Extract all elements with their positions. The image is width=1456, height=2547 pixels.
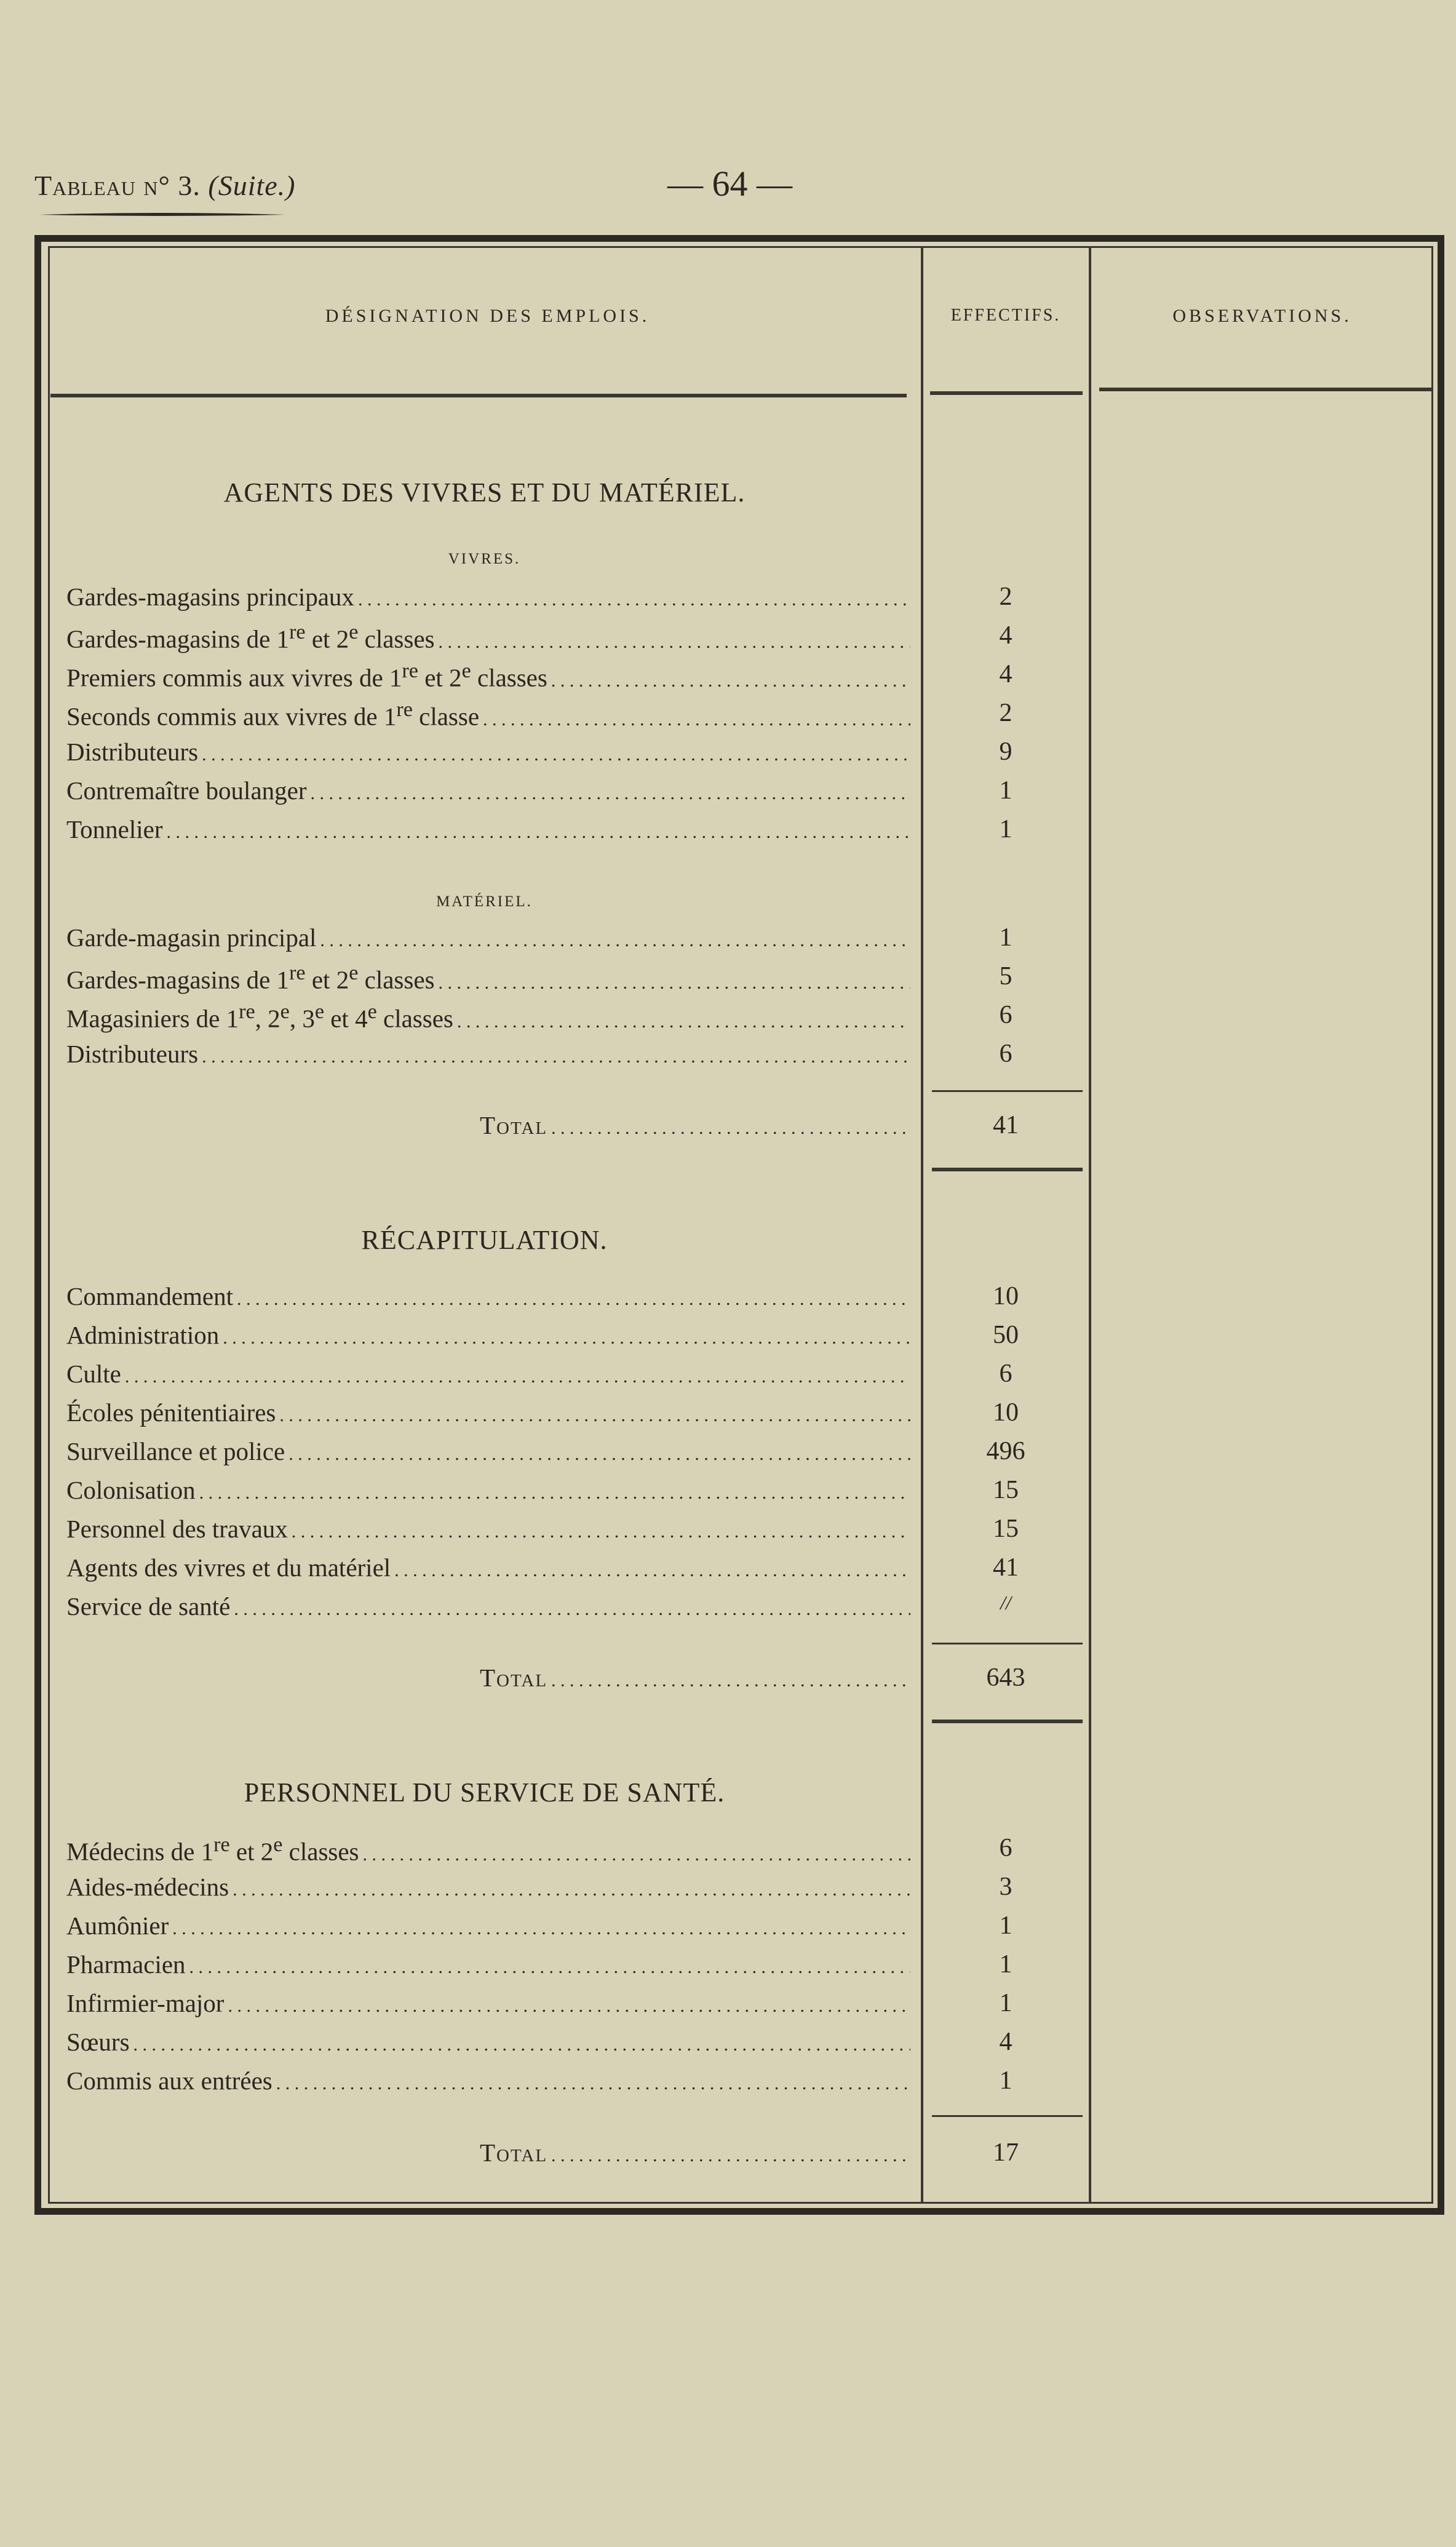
total-rule-recap [932,1643,1083,1644]
effectif-value: 4 [999,621,1012,650]
effectif-value: 2 [999,699,1012,727]
list-item: Écoles pénitentiaires . . . [66,1398,910,1436]
effectif-value: 6 [999,1040,1012,1068]
page-number: — 64 — [667,164,792,204]
total-rule-sante [932,2115,1083,2117]
effectif-value: 6 [999,1001,1012,1029]
list-item: Contremaître boulanger . . . [66,776,910,814]
list-item: Commis aux entrées . . . [66,2066,910,2104]
effectif-value: 15 [993,1476,1019,1504]
header-rule-designation [50,394,907,397]
list-item: Gardes-magasins de 1re et 2e classes . . . [66,621,910,659]
list-item: Gardes-magasins de 1re et 2e classes . . . [66,962,910,1000]
total-row-recap: Total . . . [480,1663,910,1701]
effectif-value: 6 [999,1360,1012,1388]
tableau-suite: (Suite.) [208,170,296,201]
effectif-value: 1 [999,815,1012,843]
list-item: Aides-médecins . . . [66,1872,910,1910]
total-row-sante: Total . . . [480,2138,910,2176]
total-rule-agents [932,1090,1083,1092]
section-title-recapitulation: RÉCAPITULATION. [361,1225,608,1255]
effectif-value: 4 [999,2028,1012,2056]
list-item: Personnel des travaux . . . [66,1514,910,1552]
effectif-value: 1 [999,923,1012,952]
list-item: Infirmier-major . . . [66,1988,910,2027]
section-rule-agents [932,1168,1083,1171]
section-title-sante: PERSONNEL DU SERVICE DE SANTÉ. [244,1777,725,1808]
effectif-value: 41 [993,1553,1019,1582]
list-item: Culte . . . [66,1359,910,1397]
header-rule-observations [1099,388,1431,391]
effectif-value: 15 [993,1515,1019,1543]
column-divider-effectifs [921,246,923,2204]
list-item: Distributeurs . . . [66,1039,910,1077]
column-header-designation: DÉSIGNATION DES EMPLOIS. [325,306,650,326]
effectif-value: 1 [999,1989,1012,2017]
effectif-value: 50 [993,1321,1019,1349]
tableau-number: Tableau n° 3. [34,170,201,201]
list-item: Gardes-magasins principaux . . . [66,582,910,620]
effectif-value: 10 [993,1282,1019,1310]
effectif-value: // [1000,1592,1011,1614]
list-item: Aumônier . . . [66,1911,910,1949]
section-title-agents: AGENTS DES VIVRES ET DU MATÉRIEL. [223,477,746,508]
list-item: Colonisation . . . [66,1475,910,1513]
effectif-value: 1 [999,1911,1012,1940]
effectif-value: 1 [999,1950,1012,1979]
column-divider-observations [1089,246,1091,2204]
tableau-label [34,169,296,202]
total-value-sante: 17 [993,2138,1019,2167]
list-item: Administration . . . [66,1320,910,1358]
total-value-agents: 41 [993,1111,1019,1139]
effectif-value: 1 [999,776,1012,805]
effectif-value: 1 [999,2067,1012,2095]
list-item: Commandement . . . [66,1281,910,1320]
list-item: Sœurs . . . [66,2027,910,2065]
header-ornament-rule [39,212,285,217]
list-item: Service de santé . . . [66,1592,910,1630]
subsection-vivres: VIVRES. [448,551,521,567]
effectif-value: 9 [999,738,1012,766]
list-item: Garde-magasin principal . . . [66,923,910,961]
total-value-recap: 643 [986,1664,1025,1692]
effectif-value: 5 [999,962,1012,990]
list-item: Pharmacien . . . [66,1950,910,1988]
list-item: Seconds commis aux vivres de 1re classe . . . [66,698,910,736]
section-rule-recap [932,1720,1083,1723]
list-item: Médecins de 1re et 2e classes . . . [66,1833,910,1871]
effectif-value: 6 [999,1834,1012,1862]
column-header-effectifs: EFFECTIFS. [950,306,1061,325]
list-item: Magasiniers de 1re, 2e, 3e et 4e classes . . . [66,1000,910,1038]
effectif-value: 4 [999,660,1012,688]
total-row-agents: Total . . . [480,1110,910,1149]
column-header-observations: OBSERVATIONS. [1172,306,1352,326]
list-item: Agents des vivres et du matériel . . . [66,1553,910,1591]
list-item: Distributeurs . . . [66,737,910,775]
effectif-value: 2 [999,583,1012,611]
list-item: Premiers commis aux vivres de 1re et 2e classes . . . [66,660,910,698]
list-item: Surveillance et police . . . [66,1437,910,1475]
effectif-value: 3 [999,1873,1012,1901]
list-item: Tonnelier . . . [66,815,910,853]
effectif-value: 496 [986,1437,1025,1465]
effectif-value: 10 [993,1398,1019,1427]
header-rule-effectifs [930,391,1083,395]
subsection-materiel: MATÉRIEL. [436,893,533,910]
